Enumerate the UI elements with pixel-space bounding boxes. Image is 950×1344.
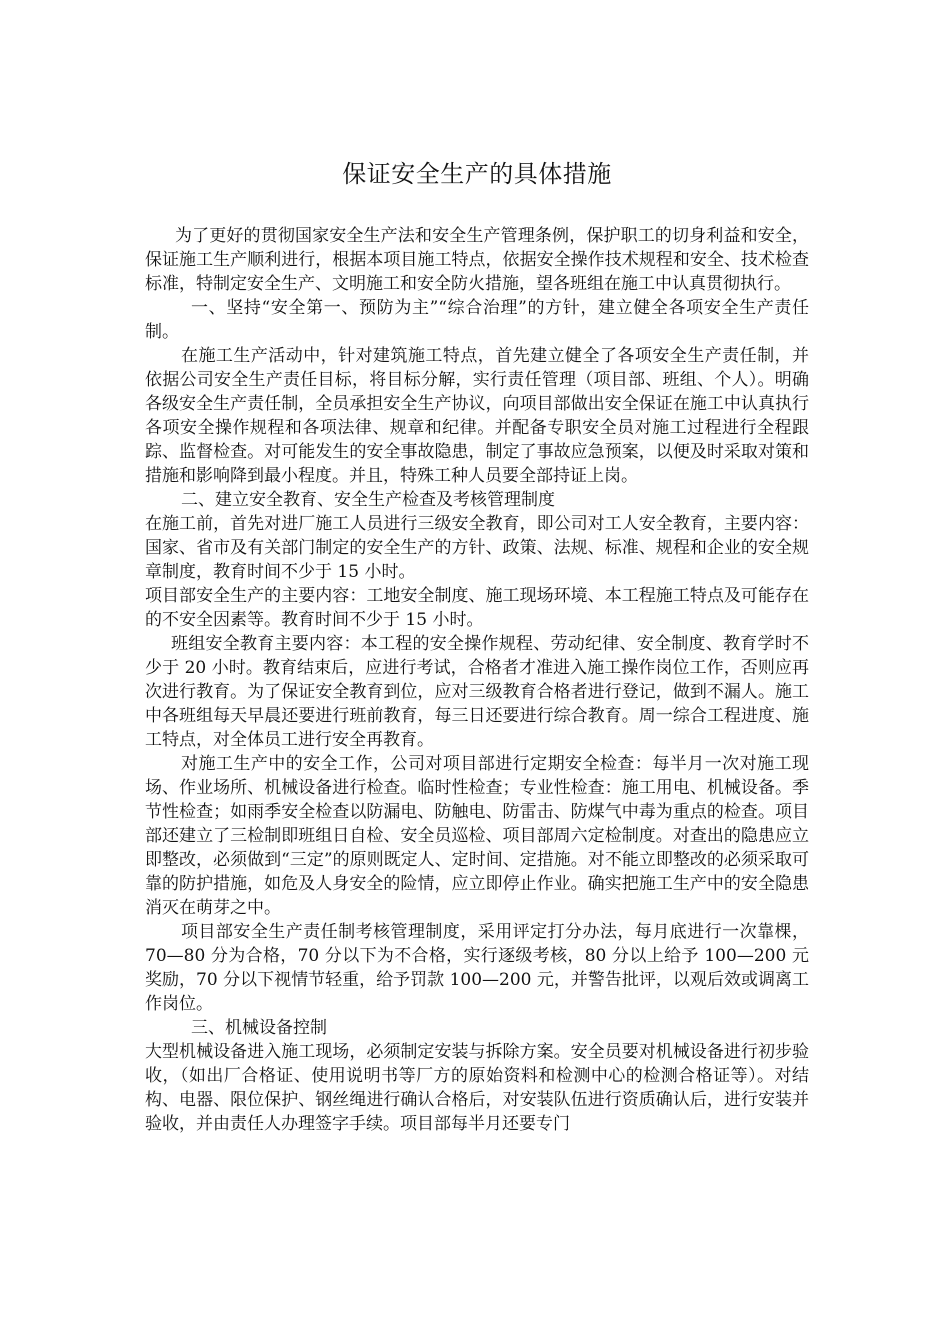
paragraph-company-education: 在施工前，首先对进厂施工人员进行三级安全教育，即公司对工人安全教育，主要内容：国家、省市及有关部门制定的安全生产的方针、政策、法规、标准、规程和企业的安全规章制度，教育时间不少于 15 小时。 <box>145 514 809 582</box>
paragraph-machinery: 大型机械设备进入施工现场，必须制定安装与拆除方案。安全员要对机械设备进行初步验收，（如出厂合格证、使用说明书等厂方的原始资料和检测中心的检测合格证等）。对结构、电器、限位保护、钢丝绳进行确认合格后，对安装队伍进行资质确认后，进行安装并验收，并由责任人办理签字手续。项目部每半月还要专门 <box>145 1042 809 1134</box>
paragraph-team-education: 班组安全教育主要内容：本工程的安全操作规程、劳动纪律、安全制度、教育学时不少于 20 小时。教育结束后，应进行考试，合格者才准进入施工操作岗位工作，否则应再次进行教育。为了保证安全教育到位，应对三级教育合格者进行登记，做到不漏人。施工中各班组每天早晨还要进行班前教育，每三日还要进行综合教育。周一综合工程进度、施工特点，对全体员工进行安全再教育。 <box>145 634 809 750</box>
section-heading-3: 三、机械设备控制 <box>191 1018 327 1038</box>
section-heading-2: 二、建立安全教育、安全生产检查及考核管理制度 <box>181 490 555 510</box>
paragraph-assessment: 项目部安全生产责任制考核管理制度，采用评定打分办法，每月底进行一次靠棵，70—80 分为合格，70 分以下为不合格，实行逐级考核，80 分以上给予 100—200 元奖励，70 分以下视情节轻重，给予罚款 100—200 元，并警告批评，以观后效或调离工作岗位。 <box>145 922 809 1014</box>
paragraph-safety-inspection: 对施工生产中的安全工作，公司对项目部进行定期安全检查：每半月一次对施工现场、作业场所、机械设备进行检查。临时性检查；专业性检查：施工用电、机械设备。季节性检查；如雨季安全检查以防漏电、防触电、防雷击、防煤气中毒为重点的检查。项目部还建立了三检制即班组日自检、安全员巡检、项目部周六定检制度。对查出的隐患应立即整改，必须做到“三定”的原则既定人、定时间、定措施。对不能立即整改的必须采取可靠的防护措施，如危及人身安全的险情，应立即停止作业。确实把施工生产中的安全隐患消灭在萌芽之中。 <box>145 754 809 918</box>
paragraph-intro: 为了更好的贯彻国家安全生产法和安全生产管理条例，保护职工的切身利益和安全，保证施工生产顺利进行，根据本项目施工特点，依据安全操作技术规程和安全、技术检查标准，特制定安全生产、文明施工和安全防火措施，望各班组在施工中认真贯彻执行。 <box>145 226 809 294</box>
section-heading-1: 一、坚持“安全第一、预防为主”“综合治理”的方针，建立健全各项安全生产责任制。 <box>145 298 809 342</box>
paragraph-responsibility: 在施工生产活动中，针对建筑施工特点，首先建立健全了各项安全生产责任制，并依据公司安全生产责任目标，将目标分解，实行责任管理（项目部、班组、个人）。明确各级安全生产责任制，全员承担安全生产协议，向项目部做出安全保证在施工中认真执行各项安全操作规程和各项法律、规章和纪律。并配备专职安全员对施工过程进行全程跟踪、监督检查。对可能发生的安全事故隐患，制定了事故应急预案，以便及时采取对策和措施和影响降到最小程度。并且，特殊工种人员要全部持证上岗。 <box>145 346 809 486</box>
paragraph-project-education: 项目部安全生产的主要内容：工地安全制度、施工现场环境、本工程施工特点及可能存在的不安全因素等。教育时间不少于 15 小时。 <box>145 586 809 630</box>
document-body <box>145 224 809 1136</box>
document-title: 保证安全生产的具体措施 <box>342 160 612 188</box>
